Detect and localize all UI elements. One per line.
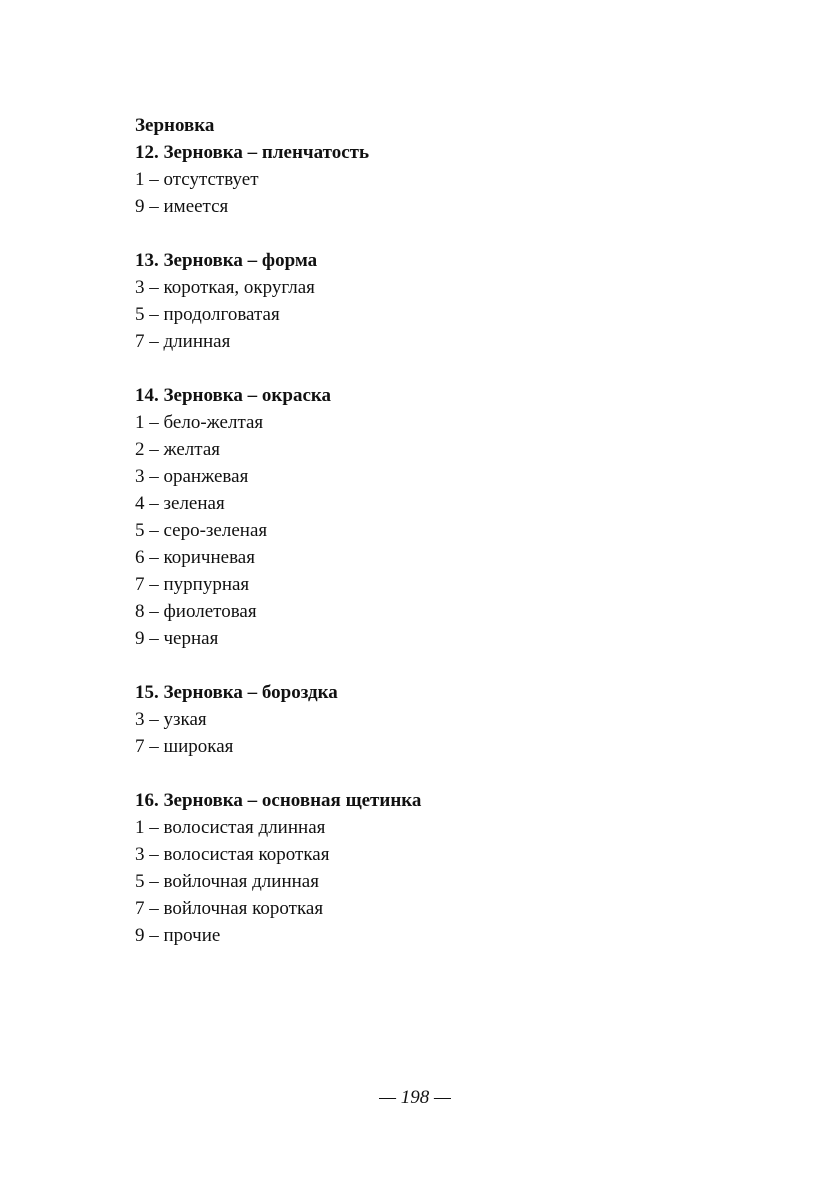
list-item: 9 – имеется bbox=[135, 196, 229, 217]
list-item: 3 – оранжевая bbox=[135, 466, 249, 487]
document-body bbox=[135, 112, 735, 976]
list-item: 4 – зеленая bbox=[135, 493, 225, 514]
page-number: — 198 — bbox=[379, 1087, 451, 1108]
section-heading: 13. Зерновка – форма bbox=[135, 250, 318, 271]
list-item: 5 – войлочная длинная bbox=[135, 871, 319, 892]
list-item: 7 – пурпурная bbox=[135, 574, 250, 595]
list-item: 5 – продолговатая bbox=[135, 304, 280, 325]
list-item: 6 – коричневая bbox=[135, 547, 255, 568]
list-item: 3 – короткая, округлая bbox=[135, 277, 315, 298]
section-heading: 12. Зерновка – пленчатость bbox=[135, 142, 370, 163]
section-heading: 15. Зерновка – бороздка bbox=[135, 682, 338, 703]
list-item: 3 – волосистая короткая bbox=[135, 844, 330, 865]
list-item: 1 – отсутствует bbox=[135, 169, 259, 190]
section-pellicle bbox=[135, 139, 735, 220]
section-main-bristle bbox=[135, 787, 735, 949]
list-item: 9 – черная bbox=[135, 628, 219, 649]
list-item: 2 – желтая bbox=[135, 439, 220, 460]
section-heading: 16. Зерновка – основная щетинка bbox=[135, 790, 422, 811]
list-item: 8 – фиолетовая bbox=[135, 601, 257, 622]
list-item: 7 – длинная bbox=[135, 331, 231, 352]
section-color bbox=[135, 382, 735, 652]
section-heading: 14. Зерновка – окраска bbox=[135, 385, 332, 406]
list-item: 7 – войлочная короткая bbox=[135, 898, 324, 919]
list-item: 9 – прочие bbox=[135, 925, 221, 946]
list-item: 1 – бело-желтая bbox=[135, 412, 264, 433]
section-groove bbox=[135, 679, 735, 760]
section-shape bbox=[135, 247, 735, 355]
list-item: 3 – узкая bbox=[135, 709, 207, 730]
list-item: 7 – широкая bbox=[135, 736, 234, 757]
list-item: 5 – серо-зеленая bbox=[135, 520, 268, 541]
chapter-title: Зерновка bbox=[135, 115, 215, 136]
list-item: 1 – волосистая длинная bbox=[135, 817, 326, 838]
